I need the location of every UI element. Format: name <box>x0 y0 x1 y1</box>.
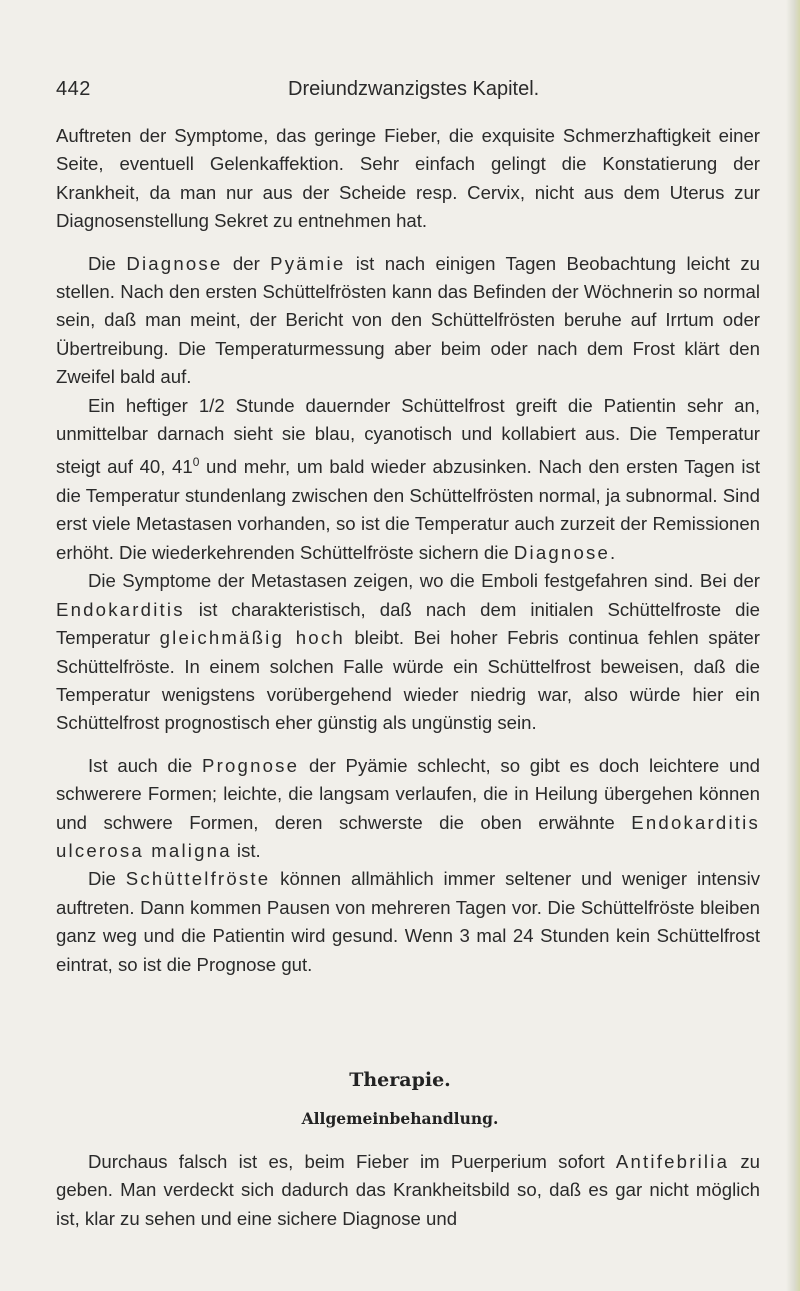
text-run: Die Symptome der Metastasen zeigen, wo die Emboli festgefahren sind. Bei der <box>88 570 760 592</box>
spaced-term-gleichmaessig-hoch: gleichmäßig hoch <box>159 627 345 649</box>
spaced-term-diagnose: Diagnose <box>513 541 611 563</box>
text-run: können allmählich immer seltener und weniger intensiv auftreten. Dann kommen Pausen von mehreren Tagen vor. Die Schüttelfröste bleiben ganz weg und die Patientin wird gesund. Wenn 3 mal 24 Stunden kein Schüttelfrost eintrat, so ist die Prognose gut. <box>56 868 760 975</box>
text-run: ist. <box>231 839 261 861</box>
text-run: ist charakteristisch, daß nach dem initialen Schüttelfroste die Temperatur <box>56 598 760 649</box>
text-run: Die <box>88 252 127 274</box>
text-run: Ein heftiger <box>88 394 199 416</box>
running-head: Dreiundzwanzigstes Kapitel. <box>288 78 540 100</box>
text-run: zu geben. Man verdeckt sich dadurch das Krankheitsbild so, daß es gar nicht möglich ist, klar zu sehen und eine sichere Diagnose und <box>56 1151 760 1229</box>
text-run: der Pyämie schlecht, so gibt es doch leichtere und schwerere Formen; leichte, die langsam verlaufen, die in Heilung übergehen können und schwere Formen, deren schwerste die oben erwähnte <box>56 754 761 833</box>
paragraph-5 <box>56 752 760 866</box>
text-run: . <box>610 541 616 563</box>
spaced-term-prognose: Prognose <box>202 754 300 776</box>
spaced-term-antifebrilia: Antifebrilia <box>615 1151 730 1172</box>
spaced-term-endokarditis-ulcerosa: Endokarditis ulcerosa maligna <box>56 811 760 861</box>
paragraph-gap <box>56 738 760 752</box>
text-run: Stunde dauernder Schüttelfrost greift die Patientin sehr an, unmittelbar darnach sieht sie blau, cyanotisch und kollabiert aus. Die Temperatur steigt auf 40, 41 <box>56 394 760 478</box>
section-heading: Therapie. <box>349 1069 451 1091</box>
page-edge-shadow <box>786 0 800 1291</box>
paragraph-3 <box>56 392 760 568</box>
section-subheading: Allgemeinbehandlung. <box>301 1109 499 1128</box>
spaced-term-endokarditis: Endokarditis <box>56 598 185 620</box>
paragraph-6 <box>56 865 760 979</box>
text-run: und mehr, um bald wieder abzusinken. Nach den ersten Tagen ist die Temperatur stundenlang zwischen den Schüttelfrösten normal, ja subnormal. Sind erst viele Metastasen vorhanden, so ist die Temperatur auch zurzeit der Remissionen erhöht. Die wiederkehrenden Schüttelfröste sichern die <box>56 456 760 563</box>
degree-superscript: 0 <box>192 455 200 470</box>
main-text <box>56 122 760 979</box>
spaced-term-diagnose: Diagnose <box>126 252 223 274</box>
paragraph-7 <box>56 1148 760 1233</box>
paragraph-1: Auftreten der Symptome, das geringe Fieber, die exquisite Schmerzhaftigkeit einer Seite, eventuell Gelenkaffektion. Sehr einfach gelingt die Konstatierung der Krankheit, da man nur aus der Scheide resp. Cervix, nicht aus dem Uterus zur Diagnosenstellung Sekret zu entnehmen hat. <box>56 125 760 232</box>
paragraph-2 <box>56 250 760 392</box>
text-run: ist nach einigen Tagen Beobachtung leicht zu stellen. Nach den ersten Schüttelfrösten kann das Befinden der Wöchnerin so normal sein, daß man meint, der Bericht von den Schüttelfrösten beruhe auf Irrtum oder Übertreibung. Die Temperaturmessung aber beim oder nach dem Frost klärt den Zweifel bald auf. <box>56 252 760 388</box>
section-text <box>56 1148 760 1233</box>
fraction: 1/2 <box>198 394 225 416</box>
paragraph-4 <box>56 567 760 737</box>
paragraph-gap <box>56 236 760 250</box>
text-run: Durchaus falsch ist es, beim Fieber im Puerperium sofort <box>88 1151 616 1172</box>
spaced-term-schuettelfroeste: Schüttelfröste <box>125 868 271 890</box>
text-run: der <box>222 252 271 274</box>
page-header <box>56 78 756 106</box>
spaced-term-pyaemie: Pyämie <box>270 252 346 274</box>
page-number: 442 <box>56 78 91 100</box>
text-run: Die <box>88 868 126 890</box>
text-run: Ist auch die <box>88 754 202 776</box>
text-run: bleibt. Bei hoher Febris continua fehlen später Schüttelfröste. In einem solchen Falle würde ein Schüttelfrost beweisen, daß die Temperatur wenigstens vorübergehend wieder niedrig war, also würde hier ein Schüttelfrost prognostisch eher günstig als ungünstig sein. <box>56 627 760 734</box>
